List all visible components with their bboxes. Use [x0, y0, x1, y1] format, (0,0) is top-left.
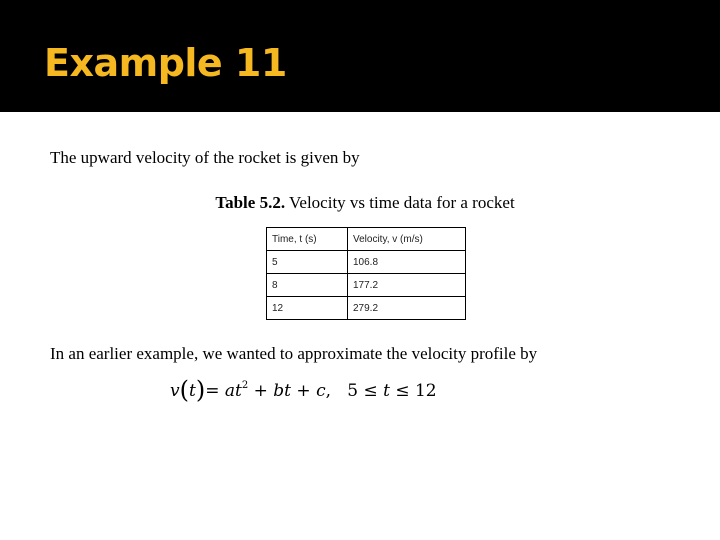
- formula-t: t: [188, 381, 196, 401]
- velocity-time-table: [266, 227, 466, 320]
- cell-time: 8: [267, 274, 348, 297]
- formula-comma: , 5 ≤: [325, 381, 384, 401]
- cell-velocity: 177.2: [348, 274, 466, 297]
- formula-open-paren: (: [179, 376, 189, 404]
- table-caption-label: Table 5.2.: [215, 193, 286, 212]
- formula-equals: =: [205, 381, 225, 401]
- formula-c: c: [316, 381, 326, 401]
- slide-title: Example 11: [44, 41, 287, 85]
- table-caption: [0, 192, 720, 214]
- formula-exponent: 2: [241, 380, 249, 391]
- header-time: Time, t (s): [267, 228, 348, 251]
- formula-t2: t: [235, 381, 242, 401]
- table-row: [267, 297, 466, 320]
- table-row: [267, 251, 466, 274]
- formula-v: v: [170, 381, 180, 401]
- velocity-formula: [170, 372, 437, 405]
- formula-t3: t: [284, 381, 292, 401]
- earlier-example-text: In an earlier example, we wanted to approximate the velocity profile by: [50, 344, 538, 363]
- formula-t4: t: [383, 381, 390, 401]
- table-row: [267, 274, 466, 297]
- formula-plus-c: +: [291, 381, 317, 401]
- formula-close-paren: ): [195, 376, 206, 404]
- cell-time: 5: [267, 251, 348, 274]
- formula-plus-b: +: [248, 381, 274, 401]
- table-header-row: [267, 228, 466, 251]
- formula-a: a: [224, 381, 235, 401]
- cell-velocity: 106.8: [348, 251, 466, 274]
- table-caption-text: Velocity vs time data for a rocket: [285, 193, 515, 212]
- cell-velocity: 279.2: [348, 297, 466, 320]
- header-velocity: Velocity, v (m/s): [348, 228, 466, 251]
- formula-range-end: ≤ 12: [389, 381, 437, 401]
- title-bar: [0, 0, 720, 112]
- formula-b: b: [273, 381, 285, 401]
- intro-text: The upward velocity of the rocket is given by: [50, 148, 360, 167]
- cell-time: 12: [267, 297, 348, 320]
